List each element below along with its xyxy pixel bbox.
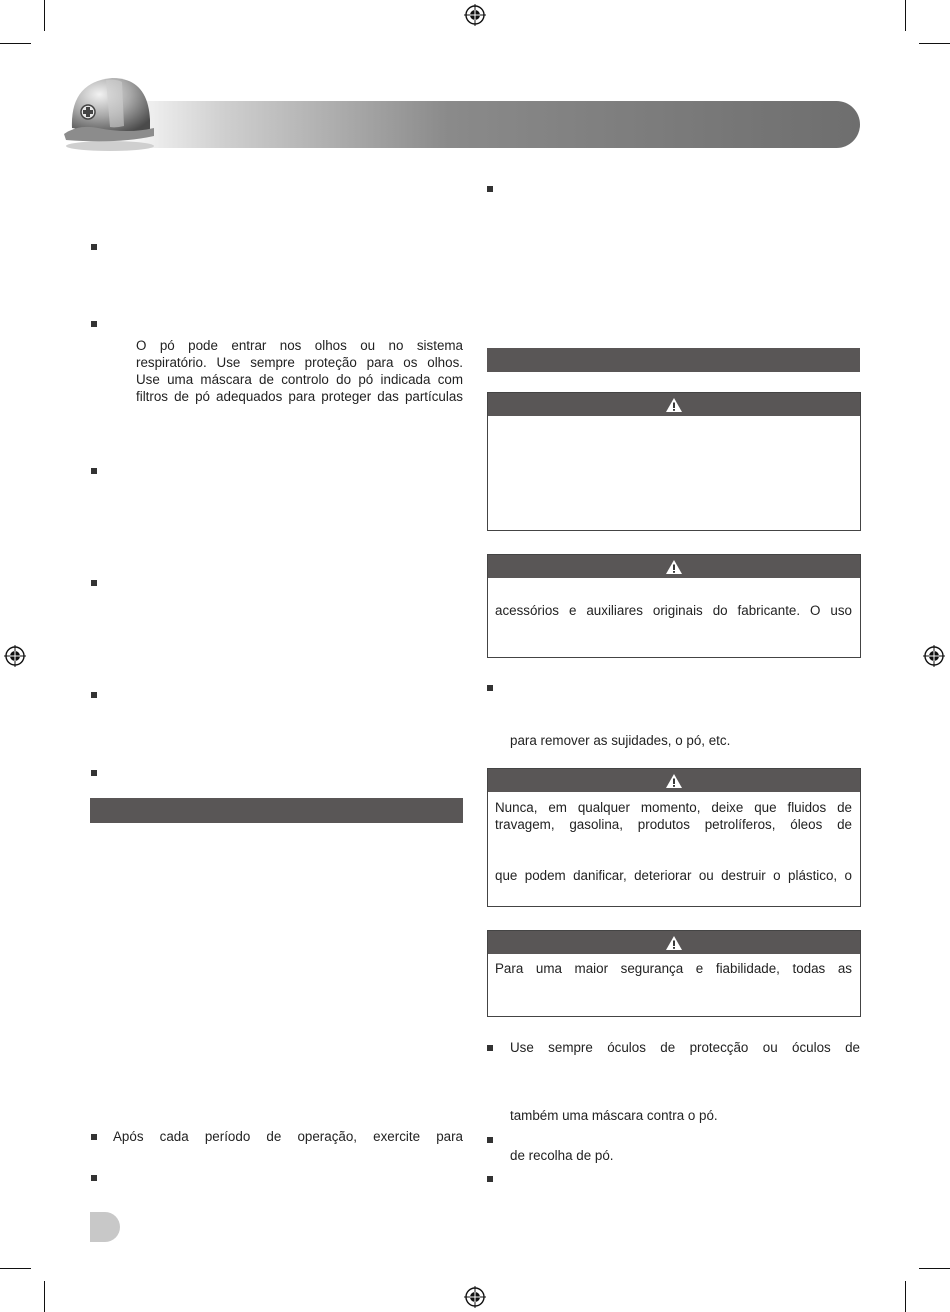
dust-line: respiratório. Use sempre proteção para os olhos. (136, 355, 463, 370)
crop-mark (0, 1268, 31, 1269)
section-header-bar (487, 348, 860, 372)
warning-header (488, 393, 860, 416)
bullet (487, 1176, 493, 1182)
registration-mark-icon (464, 1286, 486, 1308)
warning-text: Nunca, em qualquer momento, deixe que fluidos de (495, 800, 852, 815)
crop-mark (44, 0, 45, 31)
remove-dirt-line: para remover as sujidades, o pó, etc. (510, 733, 731, 748)
mask-line: também uma máscara contra o pó. (510, 1108, 718, 1123)
operation-line: Após cada período de operação, exercite para (113, 1129, 463, 1144)
dust-collection-line: de recolha de pó. (510, 1148, 614, 1163)
registration-mark-icon (464, 4, 486, 26)
crop-mark (905, 0, 906, 31)
bullet (487, 685, 493, 691)
crop-mark (905, 1281, 906, 1312)
warning-header (488, 769, 860, 792)
crop-mark (0, 43, 31, 44)
bullet (487, 1137, 493, 1143)
crop-mark (44, 1281, 45, 1312)
warning-triangle-icon (665, 397, 683, 413)
safety-helmet-icon (58, 70, 158, 154)
warning-header (488, 931, 860, 954)
page-number-tab (90, 1212, 120, 1242)
warning-box (487, 554, 861, 658)
dust-line: O pó pode entrar nos olhos ou no sistema (136, 338, 463, 353)
bullet (91, 468, 97, 474)
bullet (91, 244, 97, 250)
dust-paragraph (136, 337, 463, 405)
bullet (91, 321, 97, 327)
section-header-bar (90, 798, 463, 823)
registration-mark-icon (4, 645, 26, 667)
registration-mark-icon (923, 645, 945, 667)
bullet (91, 580, 97, 586)
bullet (91, 770, 97, 776)
bullet (91, 1134, 97, 1140)
warning-triangle-icon (665, 559, 683, 575)
warning-text: acessórios e auxiliares originais do fabricante. O uso (495, 603, 852, 618)
warning-header (488, 555, 860, 578)
warning-text: que podem danificar, deteriorar ou destruir o plástico, o (495, 868, 852, 883)
dust-line: Use uma máscara de controlo do pó indicada com (136, 372, 463, 387)
crop-mark (919, 43, 950, 44)
bullet (487, 1045, 493, 1051)
warning-text: travagem, gasolina, produtos petrolíferos, óleos de (495, 817, 852, 832)
dust-line: filtros de pó adequados para proteger das partículas (136, 389, 463, 404)
warning-text: Para uma maior segurança e fiabilidade, todas as (495, 961, 852, 976)
warning-triangle-icon (665, 935, 683, 951)
bullet (487, 186, 493, 192)
bullet (91, 692, 97, 698)
header-bar (112, 101, 860, 148)
warning-box (487, 392, 861, 531)
goggles-line: Use sempre óculos de protecção ou óculos de (510, 1040, 860, 1055)
crop-mark (919, 1268, 950, 1269)
warning-box (487, 768, 861, 907)
warning-triangle-icon (665, 773, 683, 789)
warning-box (487, 930, 861, 1017)
bullet (91, 1175, 97, 1181)
